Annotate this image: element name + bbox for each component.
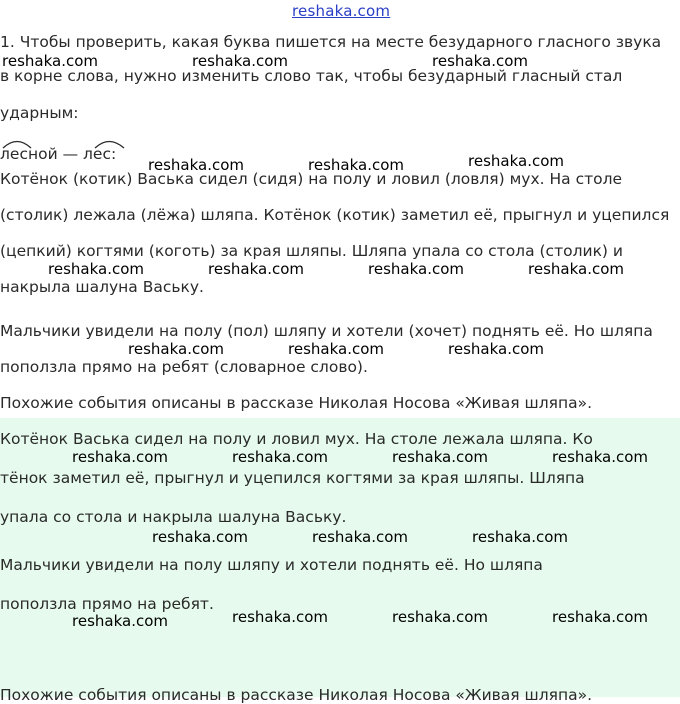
watermark: reshaka.com (148, 156, 244, 174)
watermark: reshaka.com (288, 340, 384, 358)
watermark: reshaka.com (232, 448, 328, 466)
answer-line-3: упала со стола и накрыла шалуна Ваську. (0, 508, 347, 526)
watermark: reshaka.com (392, 608, 488, 626)
watermark: reshaka.com (472, 528, 568, 546)
watermark: reshaka.com (528, 260, 624, 278)
text1-line-1: Котёнок (котик) Васька сидел (сидя) на полу и ловил (ловля) мух. На столе (0, 170, 623, 188)
rule-line-1: 1. Чтобы проверить, какая буква пишется на месте безударного гласного звука (0, 33, 662, 51)
answer-line-6: Похожие события описаны в рассказе Николая Носова «Живая шляпа». (0, 686, 592, 704)
text2-line-2: поползла прямо на ребят (словарное слово). (0, 358, 368, 376)
watermark: reshaka.com (72, 448, 168, 466)
text1-line-3: (цепкий) когтями (коготь) за края шляпы. Шляпа упала со стола (столик) и (0, 242, 623, 260)
text1-line-4: накрыла шалуна Ваську. (0, 278, 204, 296)
watermark: reshaka.com (448, 340, 544, 358)
watermark: reshaka.com (192, 52, 288, 70)
watermark: reshaka.com (48, 260, 144, 278)
note-line: Похожие события описаны в рассказе Николая Носова «Живая шляпа». (0, 394, 592, 412)
text2-line-1: Мальчики увидели на полу (пол) шляпу и хотели (хочет) поднять её. Но шляпа (0, 322, 653, 340)
text1-line-2: (столик) лежала (лёжа) шляпа. Котёнок (котик) заметил её, прыгнул и уцепился (0, 206, 670, 224)
watermark: reshaka.com (432, 52, 528, 70)
rule-line-2: в корне слова, нужно изменить слово так, чтобы безударный гласный стал (0, 67, 623, 85)
watermark: reshaka.com (2, 52, 98, 70)
watermark: reshaka.com (152, 528, 248, 546)
watermark: reshaka.com (232, 608, 328, 626)
watermark: reshaka.com (552, 608, 648, 626)
answer-line-4: Мальчики увидели на полу шляпу и хотели поднять её. Но шляпа (0, 556, 543, 574)
site-link[interactable]: reshaka.com (292, 2, 391, 20)
watermark: reshaka.com (368, 260, 464, 278)
answer-line-2: тёнок заметил её, прыгнул и уцепился когтями за края шляпы. Шляпа (0, 469, 585, 487)
watermark: reshaka.com (72, 612, 168, 630)
watermark: reshaka.com (208, 260, 304, 278)
watermark: reshaka.com (392, 448, 488, 466)
answer-line-5: поползла прямо на ребят. (0, 595, 214, 613)
diagram-text: лесной — лес: (0, 145, 117, 163)
watermark: reshaka.com (128, 340, 224, 358)
watermark: reshaka.com (312, 528, 408, 546)
answer-line-1: Котёнок Васька сидел на полу и ловил мух. На столе лежала шляпа. Ко (0, 430, 593, 448)
watermark: reshaka.com (552, 448, 648, 466)
rule-line-3: ударным: (0, 104, 79, 122)
watermark: reshaka.com (308, 156, 404, 174)
watermark: reshaka.com (468, 152, 564, 170)
